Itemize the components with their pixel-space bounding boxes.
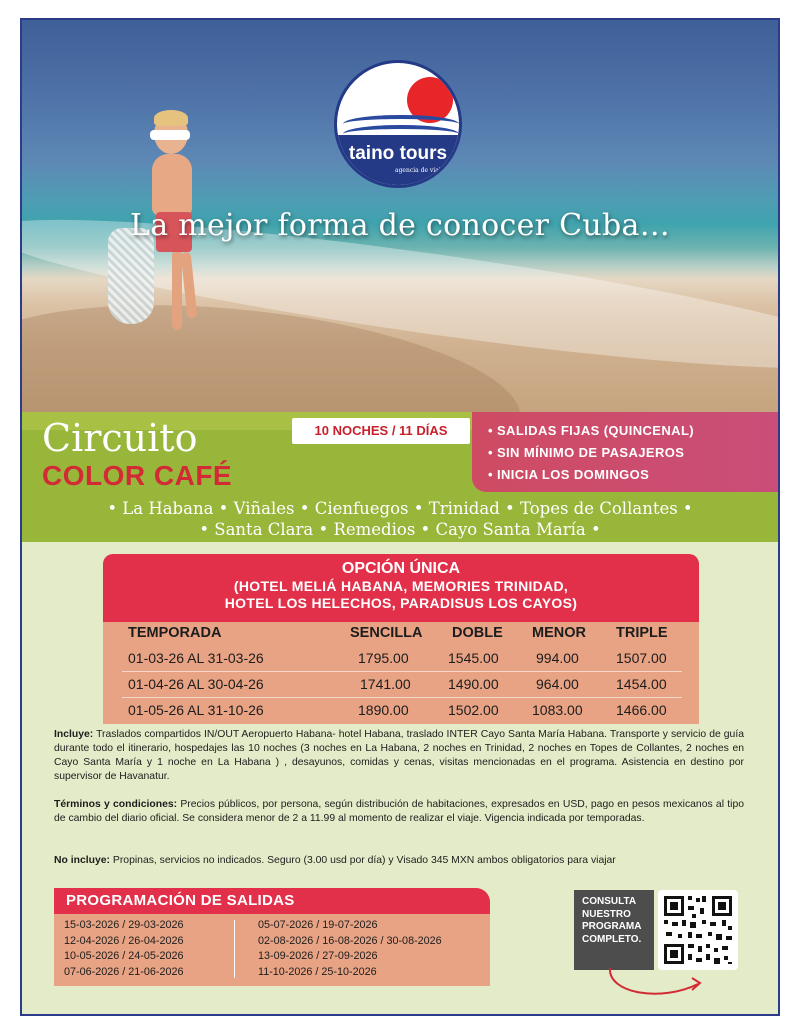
departure-dates: 13-09-2026 / 27-09-2026 [258, 950, 378, 962]
departure-dates: 12-04-2026 / 26-04-2026 [64, 934, 184, 947]
price-cell: 1890.00 [358, 702, 409, 718]
col-header-single: SENCILLA [350, 625, 423, 641]
season-cell: 01-04-26 AL 30-04-26 [128, 676, 264, 692]
sunglasses [150, 130, 190, 140]
child-torso [152, 154, 192, 216]
col-header-minor: MENOR [532, 625, 586, 641]
price-cell: 1741.00 [360, 676, 411, 692]
terms-paragraph [54, 798, 744, 826]
duration-badge: 10 NOCHES / 11 DÍAS [292, 418, 470, 444]
price-cell: 1795.00 [358, 650, 409, 666]
price-cell: 1545.00 [448, 650, 499, 666]
price-cell: 964.00 [536, 676, 579, 692]
feature-item: • INICIA LOS DOMINGOS [488, 467, 650, 482]
logo-subtitle: agencia de viajes [395, 167, 448, 174]
qr-code-icon [658, 890, 738, 970]
route-line: • Santa Clara • Remedios • Cayo Santa María • [199, 520, 601, 539]
season-cell: 01-03-26 AL 31-03-26 [128, 650, 264, 666]
flyer [20, 18, 780, 1016]
price-cell: 1083.00 [532, 702, 583, 718]
departures-col-1 [64, 918, 183, 980]
logo-name: taino tours [348, 143, 448, 164]
circuit-label: Circuito [42, 416, 198, 460]
taino-tours-logo [334, 60, 462, 188]
price-cell: 1466.00 [616, 702, 667, 718]
price-cell: 994.00 [536, 650, 579, 666]
departure-dates: 11-10-2026 / 25-10-2026 [258, 965, 377, 978]
child-leg [172, 250, 182, 330]
price-cell: 1502.00 [448, 702, 499, 718]
terms-label: Términos y condiciones: [54, 799, 178, 810]
consult-program-box: CONSULTA NUESTRO PROGRAMA COMPLETO. [574, 890, 654, 970]
departure-dates: 15-03-2026 / 29-03-2026 [64, 919, 184, 931]
route-line: • La Habana • Viñales • Cienfuegos • Trinidad • Topes de Collantes • [107, 499, 693, 518]
excludes-paragraph [54, 854, 744, 868]
route-cities [22, 498, 778, 540]
price-cell: 1507.00 [616, 650, 667, 666]
terms-text: Precios públicos, por persona, según distribución de habitaciones, expresados en USD, pago en pesos mexicanos al tipo de cambio del diario oficial. Se considera menor de 2 a 11.99 al momento de realizar el viaje. Vigencia indicada por temporadas. [54, 799, 745, 824]
season-cell: 01-05-26 AL 31-10-26 [128, 702, 264, 718]
price-table-header [103, 554, 699, 622]
col-header-season: TEMPORADA [128, 625, 222, 641]
includes-text: Traslados compartidos IN/OUT Aeropuerto Habana- hotel Habana, traslado INTER Cayo Santa María Habana. Transporte y servicio de guía durante todo el itinerario, hospedajes las 10 noches (3 noches en La Habana, 2 noches en Trinidad, 2 noches en Topes de Collantes, 2 noches en Cayo Santa María y 1 noche en La Habana ) , desayunos, comidas y cenas, visitas mencionadas en el programa. Asistencia en destino por supervisor de Havanatur. [54, 729, 744, 782]
option-title: OPCIÓN ÚNICA [341, 560, 461, 577]
feature-item: • SALIDAS FIJAS (QUINCENAL) [488, 423, 695, 438]
excludes-text: Propinas, servicios no indicados. Seguro (3.00 usd por día) y Visado 345 MXN ambos obligatorios para viajar [110, 855, 616, 866]
includes-paragraph [54, 728, 744, 784]
column-divider [234, 920, 235, 978]
arrow-icon [602, 964, 712, 1004]
hero-tagline: La mejor forma de conocer Cuba… [130, 208, 670, 243]
price-cell: 1454.00 [616, 676, 667, 692]
departure-dates: 05-07-2026 / 19-07-2026 [258, 919, 378, 931]
departure-dates: 07-06-2026 / 21-06-2026 [64, 965, 184, 978]
hero-photo [22, 20, 778, 412]
price-cell: 1490.00 [448, 676, 499, 692]
departures-col-2 [258, 918, 442, 980]
child-hair [154, 110, 188, 126]
feature-item: • SIN MÍNIMO DE PASAJEROS [488, 445, 685, 460]
departure-dates: 02-08-2026 / 16-08-2026 / 30-08-2026 [258, 934, 442, 947]
hotels-line: (HOTEL MELIÁ HABANA, MEMORIES TRINIDAD, [233, 578, 569, 594]
departures-title: PROGRAMACIÓN DE SALIDAS [54, 888, 490, 914]
features-panel [472, 412, 778, 492]
hotels-line: HOTEL LOS HELECHOS, PARADISUS LOS CAYOS) [224, 595, 578, 611]
qr-code[interactable] [658, 890, 738, 970]
col-header-triple: TRIPLE [616, 625, 668, 641]
col-header-double: DOBLE [452, 625, 503, 641]
excludes-label: No incluye: [54, 855, 111, 866]
includes-label: Incluye: [54, 729, 94, 740]
circuit-name: COLOR CAFÉ [42, 460, 233, 491]
departure-dates: 10-05-2026 / 24-05-2026 [64, 950, 184, 962]
